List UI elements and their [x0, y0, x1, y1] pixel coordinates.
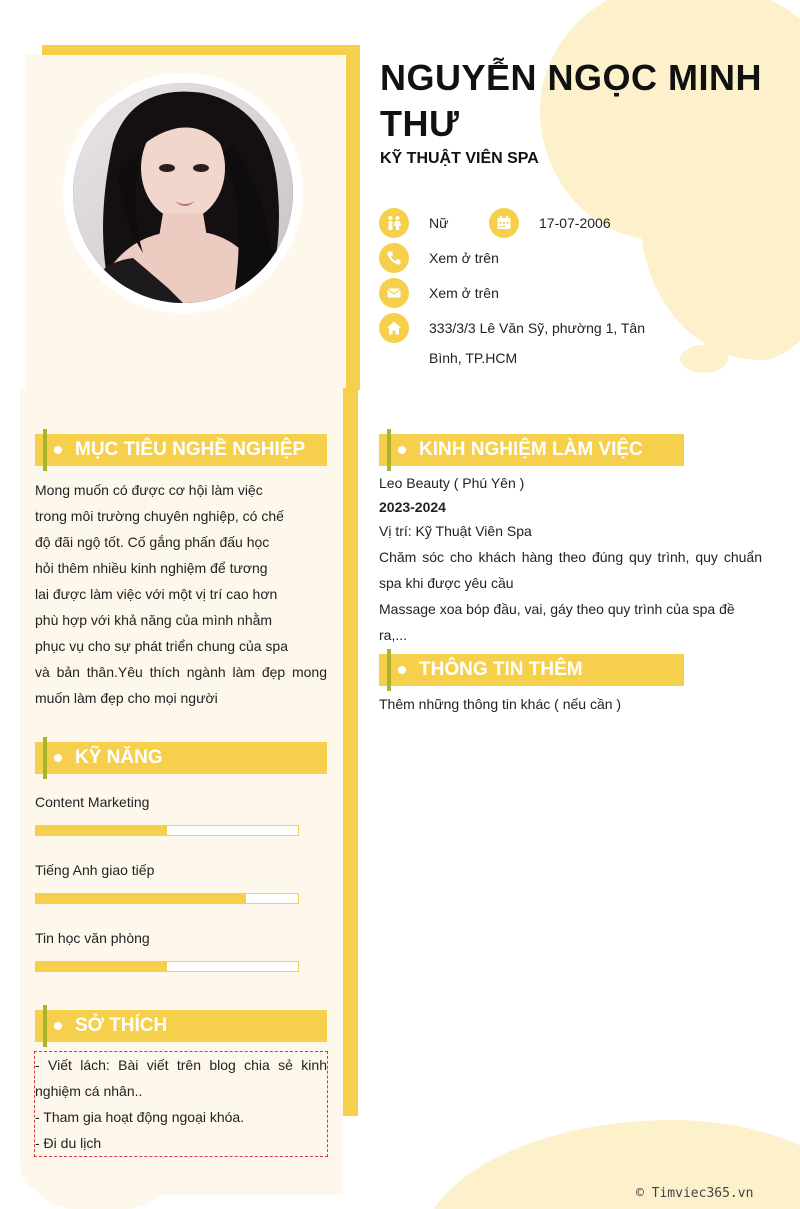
section-header-objective [35, 434, 327, 466]
section-title: KỸ NĂNG [75, 747, 163, 768]
section-title: THÔNG TIN THÊM [419, 659, 583, 680]
work-position: Vị trí: Kỹ Thuật Viên Spa [379, 523, 532, 539]
avatar-photo [73, 83, 293, 303]
calendar-icon [489, 208, 519, 238]
skill-fill [36, 962, 167, 971]
objective-line: lai được làm việc với một vị trí cao hơn [35, 586, 278, 602]
company-name: Leo Beauty ( Phú Yên ) [379, 475, 525, 491]
address-line-1: 333/3/3 Lê Văn Sỹ, phường 1, Tân [429, 320, 646, 336]
section-edge [43, 1005, 47, 1047]
avatar [73, 83, 293, 303]
skill-label: Tin học văn phòng [35, 930, 150, 946]
bullet-icon [398, 666, 406, 674]
skill-label: Content Marketing [35, 794, 150, 810]
skill-bar [35, 893, 299, 904]
section-edge [387, 429, 391, 471]
skill-label: Tiếng Anh giao tiếp [35, 862, 155, 878]
phone-icon [379, 243, 409, 273]
background-blob [640, 120, 800, 360]
gender-icon [379, 208, 409, 238]
hobby-item: - Viết lách: Bài viết trên blog chia sẻ kinh nghiệm cá nhân.. [35, 1057, 327, 1099]
objective-tail: và bản thân.Yêu thích ngành làm đẹp mong muốn làm đẹp cho mọi người [35, 664, 327, 706]
work-period: 2023-2024 [379, 499, 446, 515]
experience-text [379, 470, 762, 648]
section-header-experience [379, 434, 684, 466]
email-icon [379, 278, 409, 308]
gender-value: Nữ [429, 215, 449, 231]
section-header-skills [35, 742, 327, 774]
objective-text [35, 477, 327, 711]
section-edge [43, 429, 47, 471]
yellow-side-bar [343, 388, 358, 1116]
section-header-additional [379, 654, 684, 686]
watermark: © Timviec365.vn [636, 1186, 754, 1201]
section-header-hobbies [35, 1010, 327, 1042]
additional-text: Thêm những thông tin khác ( nếu cần ) [379, 696, 622, 712]
skill-fill [36, 826, 167, 835]
phone-value: Xem ở trên [429, 250, 499, 266]
hobby-item: - Đi du lịch [35, 1135, 102, 1151]
section-edge [387, 649, 391, 691]
bullet-icon [54, 1022, 62, 1030]
section-title: KINH NGHIỆM LÀM VIỆC [419, 439, 643, 460]
candidate-name: NGUYỄN NGỌC MINH THƯ [380, 57, 763, 144]
objective-line: phục vụ cho sự phát triển chung của spa [35, 638, 288, 654]
skill-fill [36, 894, 246, 903]
job-title: KỸ THUẬT VIÊN SPA [380, 150, 539, 167]
background-dot [745, 300, 783, 322]
email-value: Xem ở trên [429, 285, 499, 301]
birthdate-value: 17-07-2006 [539, 215, 611, 231]
background-dot [680, 345, 728, 373]
hobbies-text [35, 1052, 327, 1156]
work-description: Chăm sóc cho khách hàng theo đúng quy trình, quy chuẩn spa khi được yêu cầu [379, 549, 762, 591]
objective-line: Mong muốn có được cơ hội làm việc [35, 482, 263, 498]
bullet-icon [398, 446, 406, 454]
hobby-item: - Tham gia hoạt động ngoại khóa. [35, 1109, 245, 1125]
section-title: MỤC TIÊU NGHỀ NGHIỆP [75, 439, 306, 460]
section-title: SỞ THÍCH [75, 1015, 168, 1036]
objective-line: hỏi thêm nhiều kinh nghiệm để tương [35, 560, 268, 576]
objective-line: trong môi trường chuyên nghiệp, có chế [35, 508, 284, 524]
home-icon [379, 313, 409, 343]
skill-bar [35, 825, 299, 836]
section-edge [43, 737, 47, 779]
skill-bar [35, 961, 299, 972]
bullet-icon [54, 446, 62, 454]
bullet-icon [54, 754, 62, 762]
work-description: Massage xoa bóp đầu, vai, gáy theo quy trình của spa đề ra,... [379, 601, 735, 643]
address-line-2: Bình, TP.HCM [429, 350, 518, 366]
objective-line: độ đãi ngộ tốt. Cố gắng phấn đấu học [35, 534, 270, 550]
objective-line: phù hợp với khả năng của mình nhằm [35, 612, 273, 628]
